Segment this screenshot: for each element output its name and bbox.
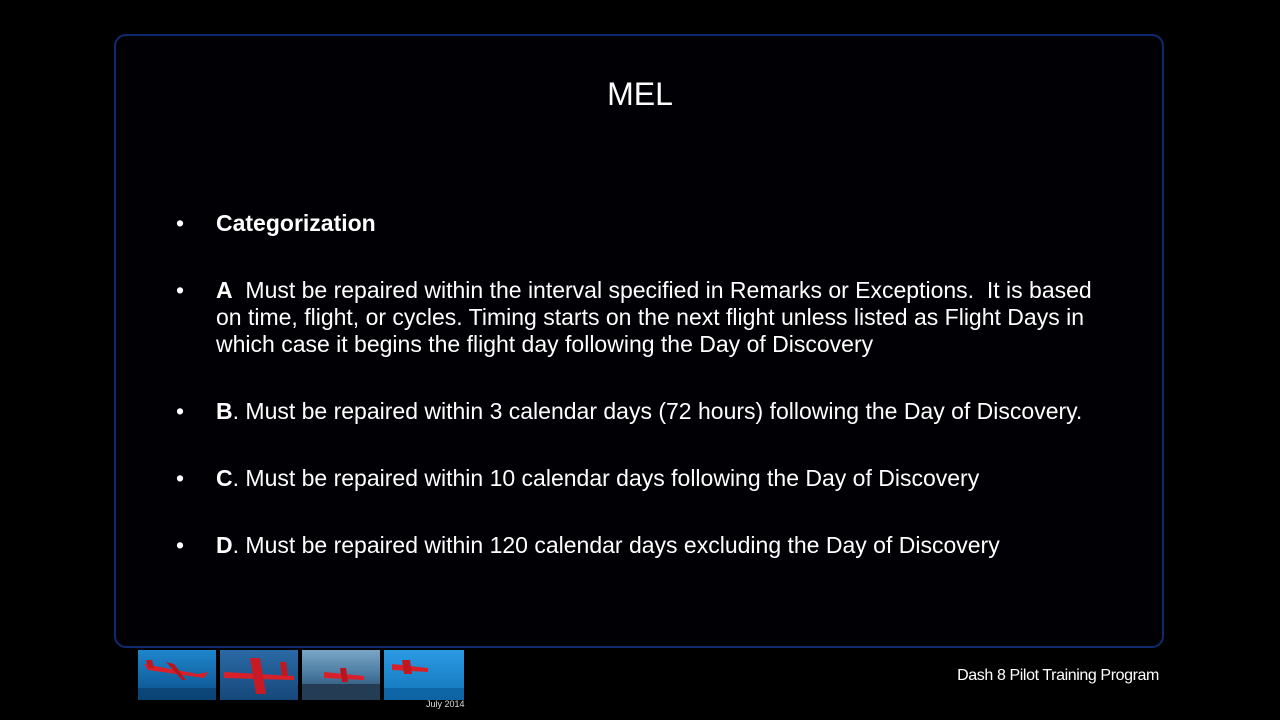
bullet-dot: • <box>176 465 185 491</box>
bullet-heading: A <box>216 277 233 303</box>
aircraft-photo-1 <box>138 650 216 700</box>
photo-strip <box>138 650 464 700</box>
bullet-heading: C <box>216 465 233 491</box>
bullet-dot: • <box>176 398 185 424</box>
aircraft-photo-4 <box>384 650 464 700</box>
bullet-text: . Must be repaired within 3 calendar days (72 hours) following the Day of Discovery. <box>232 398 1083 424</box>
bullet-dot: • <box>176 532 185 558</box>
bullet-heading: B <box>216 398 233 424</box>
bullet-item-b <box>176 398 1096 425</box>
bullet-item-a <box>176 277 1099 358</box>
aircraft-photo-3 <box>302 650 380 700</box>
bullet-list <box>176 210 1099 599</box>
bullet-dot: • <box>176 277 185 303</box>
bullet-heading: Categorization <box>216 210 376 236</box>
bullet-text: Must be repaired within the interval specified in Remarks or Exceptions. It is based on time, flight, or cycles. Timing starts on the next flight unless listed as Flight Days in which case it begins the flight day following the Day of Discovery <box>216 277 1099 357</box>
bullet-text: . Must be repaired within 10 calendar days following the Day of Discovery <box>232 465 980 491</box>
footer-date: July 2014 <box>426 699 465 709</box>
bullet-item-d <box>176 532 1096 559</box>
bullet-text: . Must be repaired within 120 calendar days excluding the Day of Discovery <box>232 532 1000 558</box>
bullet-dot: • <box>176 210 185 236</box>
slide-title: MEL <box>607 76 673 112</box>
aircraft-photo-2 <box>220 650 298 700</box>
footer-program-title: Dash 8 Pilot Training Program <box>957 667 1159 684</box>
bullet-heading: D <box>216 532 233 558</box>
bullet-item-categorization <box>176 210 1096 237</box>
bullet-item-c <box>176 465 1096 492</box>
